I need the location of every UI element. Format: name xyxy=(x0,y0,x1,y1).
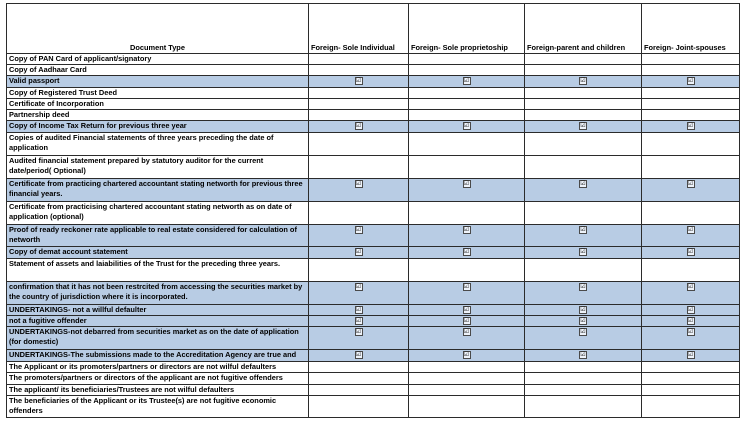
table-row xyxy=(7,350,740,362)
checkbox-cell xyxy=(642,362,740,373)
checkbox-cell xyxy=(309,350,409,362)
checkbox-cell xyxy=(642,65,740,76)
document-label: The beneficiaries of the Applicant or its Trustee(s) are not fugitive economic offenders xyxy=(7,396,309,418)
checkbox-cell xyxy=(409,247,525,259)
checkbox-icon[interactable]: ☑ xyxy=(687,307,694,314)
table-row xyxy=(7,362,740,373)
checkbox-icon[interactable]: ☑ xyxy=(463,284,470,291)
checkbox-icon[interactable]: ☑ xyxy=(355,318,362,325)
checkbox-icon[interactable]: ☑ xyxy=(355,123,362,130)
table-row xyxy=(7,373,740,385)
table-row xyxy=(7,327,740,350)
document-label: Certificate from practicing chartered accountant stating networth for previous three financial years. xyxy=(7,179,309,202)
checkbox-icon[interactable]: ☑ xyxy=(580,307,586,314)
checkbox-cell xyxy=(409,156,525,179)
checkbox-cell xyxy=(409,259,525,282)
checkbox-icon[interactable]: ☑ xyxy=(687,181,694,188)
checkbox-cell xyxy=(309,282,409,305)
checkbox-cell xyxy=(409,65,525,76)
table-row xyxy=(7,225,740,247)
table-row xyxy=(7,282,740,305)
checkbox-icon[interactable]: ☑ xyxy=(463,318,470,325)
checkbox-cell xyxy=(409,373,525,385)
checkbox-cell xyxy=(525,385,642,396)
document-label: Partnership deed xyxy=(7,110,309,121)
document-label: The Applicant or its promoters/partners or directors are not wilful defaulters xyxy=(7,362,309,373)
checkbox-cell xyxy=(642,54,740,65)
checkbox-cell xyxy=(642,110,740,121)
checkbox-icon[interactable]: ☑ xyxy=(580,249,586,256)
checkbox-cell xyxy=(525,65,642,76)
checkbox-icon[interactable]: ☑ xyxy=(463,123,470,130)
document-label: Copies of audited Financial statements of three years preceding the date of application xyxy=(7,133,309,156)
checkbox-cell xyxy=(642,259,740,282)
table-row xyxy=(7,305,740,316)
checkbox-cell xyxy=(642,99,740,110)
checkbox-icon[interactable]: ☑ xyxy=(580,181,586,188)
checkbox-cell xyxy=(642,202,740,225)
checkbox-cell xyxy=(642,385,740,396)
document-label: Copy of Aadhaar Card xyxy=(7,65,309,76)
checkbox-cell xyxy=(309,202,409,225)
checkbox-icon[interactable]: ☑ xyxy=(355,329,362,336)
checkbox-cell xyxy=(309,225,409,247)
table-row xyxy=(7,247,740,259)
checkbox-cell xyxy=(525,156,642,179)
checkbox-cell xyxy=(642,247,740,259)
table-row xyxy=(7,156,740,179)
checkbox-cell xyxy=(309,156,409,179)
document-type-header: Document Type xyxy=(7,4,309,54)
document-label: Statement of assets and laiabilities of the Trust for the preceding three years. xyxy=(7,259,309,282)
checkbox-cell xyxy=(309,76,409,88)
checkbox-icon[interactable]: ☑ xyxy=(580,284,586,291)
checkbox-cell xyxy=(309,133,409,156)
checkbox-icon[interactable]: ☑ xyxy=(355,352,362,359)
checkbox-cell xyxy=(409,110,525,121)
document-label: Certificate from practicising chartered accountant stating networth as on date of application (optional) xyxy=(7,202,309,225)
checkbox-icon[interactable]: ☑ xyxy=(580,227,586,234)
table-row xyxy=(7,202,740,225)
checkbox-cell xyxy=(309,110,409,121)
document-label: Audited financial statement prepared by statutory auditor for the current date/period( Optional) xyxy=(7,156,309,179)
table-row xyxy=(7,133,740,156)
checkbox-cell xyxy=(409,316,525,327)
checkbox-cell xyxy=(525,76,642,88)
checkbox-cell xyxy=(525,88,642,99)
checkbox-cell xyxy=(409,88,525,99)
checkbox-cell xyxy=(309,99,409,110)
checkbox-cell xyxy=(409,76,525,88)
checkbox-icon[interactable]: ☑ xyxy=(355,181,362,188)
table-row xyxy=(7,65,740,76)
checkbox-cell xyxy=(309,65,409,76)
checkbox-icon[interactable]: ☑ xyxy=(687,249,694,256)
checkbox-cell xyxy=(525,373,642,385)
checkbox-cell xyxy=(309,316,409,327)
checkbox-cell xyxy=(525,259,642,282)
checkbox-cell xyxy=(409,282,525,305)
table-row xyxy=(7,316,740,327)
checkbox-cell xyxy=(309,54,409,65)
checkbox-icon[interactable]: ☑ xyxy=(463,352,470,359)
checkbox-cell xyxy=(525,99,642,110)
checkbox-cell xyxy=(642,305,740,316)
checkbox-cell xyxy=(642,88,740,99)
table-row xyxy=(7,179,740,202)
checkbox-icon[interactable]: ☑ xyxy=(580,318,586,325)
checkbox-cell xyxy=(642,133,740,156)
checkbox-cell xyxy=(642,179,740,202)
document-label: UNDERTAKINGS-The submissions made to the Accreditation Agency are true and xyxy=(7,350,309,362)
checkbox-icon[interactable]: ☑ xyxy=(463,227,470,234)
checkbox-icon[interactable]: ☑ xyxy=(687,284,694,291)
document-label: The promoters/partners or directors of the applicant are not fugitive offenders xyxy=(7,373,309,385)
checkbox-icon[interactable]: ☑ xyxy=(463,329,470,336)
checkbox-cell xyxy=(642,156,740,179)
checkbox-icon[interactable]: ☑ xyxy=(355,78,362,85)
table-row xyxy=(7,54,740,65)
checkbox-cell xyxy=(409,305,525,316)
column-header: Foreign- Joint-spouses xyxy=(642,4,740,54)
document-label: Certificate of Incorporation xyxy=(7,99,309,110)
column-header: Foreign- Sole proprietoship xyxy=(409,4,525,54)
checkbox-cell xyxy=(309,396,409,418)
checkbox-cell xyxy=(525,362,642,373)
checkbox-cell xyxy=(309,327,409,350)
checkbox-icon[interactable]: ☑ xyxy=(355,249,362,256)
checkbox-cell xyxy=(525,202,642,225)
checkbox-cell xyxy=(525,305,642,316)
checkbox-icon[interactable]: ☑ xyxy=(687,227,694,234)
checkbox-cell xyxy=(409,327,525,350)
table-row xyxy=(7,110,740,121)
document-label: The applicant/ its beneficiaries/Trustees are not wilful defaulters xyxy=(7,385,309,396)
checkbox-icon[interactable]: ☑ xyxy=(463,307,470,314)
checkbox-icon[interactable]: ☑ xyxy=(687,318,694,325)
document-label: UNDERTAKINGS- not a willful defaulter xyxy=(7,305,309,316)
checkbox-cell xyxy=(309,88,409,99)
table-row xyxy=(7,88,740,99)
checkbox-cell xyxy=(525,179,642,202)
checkbox-icon[interactable]: ☑ xyxy=(355,307,362,314)
checkbox-cell xyxy=(409,350,525,362)
checkbox-cell xyxy=(525,350,642,362)
checkbox-cell xyxy=(642,225,740,247)
table-row xyxy=(7,121,740,133)
document-label: confirmation that it has not been restrcited from accessing the securities market by the country of jurisdiction where it is incorporated. xyxy=(7,282,309,305)
checkbox-icon[interactable]: ☑ xyxy=(687,123,694,130)
checkbox-icon[interactable]: ☑ xyxy=(463,249,470,256)
checkbox-cell xyxy=(525,316,642,327)
checkbox-icon[interactable]: ☑ xyxy=(687,329,694,336)
checkbox-icon[interactable]: ☑ xyxy=(463,78,470,85)
checkbox-cell xyxy=(409,202,525,225)
checkbox-cell xyxy=(642,350,740,362)
document-label: Copy of demat account statement xyxy=(7,247,309,259)
checkbox-cell xyxy=(409,396,525,418)
checkbox-cell xyxy=(642,121,740,133)
checkbox-cell xyxy=(409,179,525,202)
checkbox-icon[interactable]: ☑ xyxy=(580,329,586,336)
checkbox-cell xyxy=(309,373,409,385)
checkbox-cell xyxy=(525,133,642,156)
table-row xyxy=(7,99,740,110)
checkbox-cell xyxy=(642,373,740,385)
checkbox-icon[interactable]: ☑ xyxy=(687,352,694,359)
checkbox-cell xyxy=(409,385,525,396)
checkbox-cell xyxy=(409,121,525,133)
document-label: Proof of ready reckoner rate applicable to real estate considered for calculation of networth xyxy=(7,225,309,247)
checkbox-cell xyxy=(309,121,409,133)
checkbox-icon[interactable]: ☑ xyxy=(355,227,362,234)
document-label: Copy of Income Tax Return for previous three year xyxy=(7,121,309,133)
checkbox-cell xyxy=(525,396,642,418)
checkbox-cell xyxy=(525,110,642,121)
checkbox-icon[interactable]: ☑ xyxy=(463,181,470,188)
checkbox-cell xyxy=(642,76,740,88)
checkbox-cell xyxy=(309,259,409,282)
checkbox-cell xyxy=(525,327,642,350)
document-label: Copy of PAN Card of applicant/signatory xyxy=(7,54,309,65)
checkbox-cell xyxy=(409,54,525,65)
header-row xyxy=(7,4,740,54)
table-row xyxy=(7,259,740,282)
document-label: Valid passport xyxy=(7,76,309,88)
checkbox-cell xyxy=(309,247,409,259)
document-type-table xyxy=(6,3,740,418)
checkbox-cell xyxy=(409,99,525,110)
checkbox-cell xyxy=(409,133,525,156)
checkbox-cell xyxy=(409,362,525,373)
document-label: Copy of Registered Trust Deed xyxy=(7,88,309,99)
document-label: UNDERTAKINGS-not debarred from securities market as on the date of application (for domestic) xyxy=(7,327,309,350)
column-header: Foreign-parent and children xyxy=(525,4,642,54)
checkbox-cell xyxy=(525,121,642,133)
table-row xyxy=(7,385,740,396)
checkbox-icon[interactable]: ☑ xyxy=(355,284,362,291)
table-row xyxy=(7,396,740,418)
checkbox-cell xyxy=(642,316,740,327)
checkbox-icon[interactable]: ☑ xyxy=(580,352,586,359)
checkbox-cell xyxy=(309,305,409,316)
checkbox-icon[interactable]: ☑ xyxy=(580,78,586,85)
checkbox-cell xyxy=(309,362,409,373)
checkbox-cell xyxy=(642,282,740,305)
column-header: Foreign- Sole Individual xyxy=(309,4,409,54)
document-label: not a fugitive offender xyxy=(7,316,309,327)
checkbox-cell xyxy=(642,327,740,350)
table-row xyxy=(7,76,740,88)
checkbox-cell xyxy=(409,225,525,247)
checkbox-icon[interactable]: ☑ xyxy=(687,78,694,85)
checkbox-cell xyxy=(525,247,642,259)
checkbox-cell xyxy=(642,396,740,418)
checkbox-icon[interactable]: ☑ xyxy=(580,123,586,130)
checkbox-cell xyxy=(525,225,642,247)
checkbox-cell xyxy=(525,54,642,65)
checkbox-cell xyxy=(525,282,642,305)
checkbox-cell xyxy=(309,385,409,396)
checkbox-cell xyxy=(309,179,409,202)
